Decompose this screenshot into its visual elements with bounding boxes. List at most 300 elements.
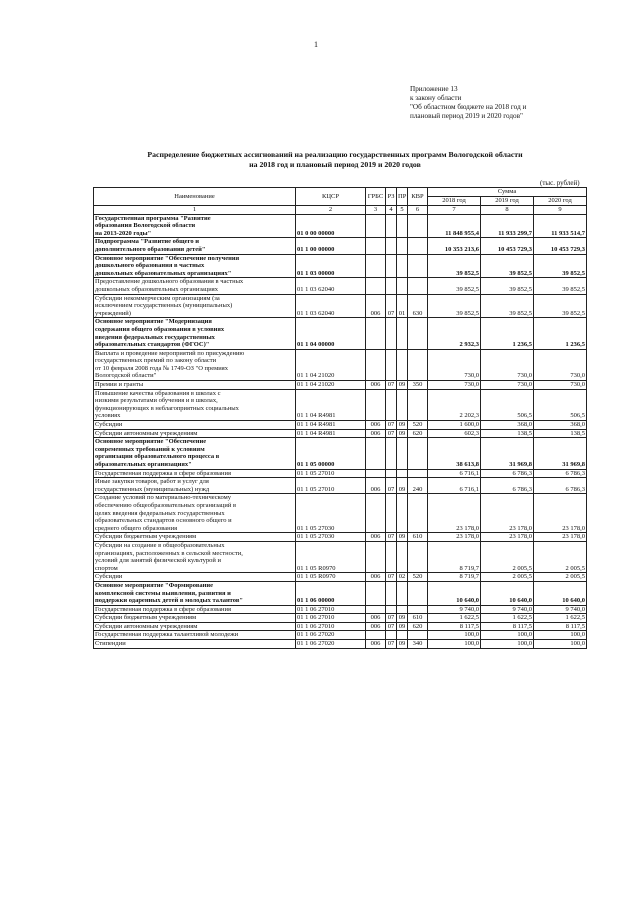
table-body	[94, 206, 587, 649]
cell-kvr	[408, 254, 428, 278]
row-name	[94, 318, 296, 349]
cell-kcsr: 01 1 06 27010	[296, 605, 366, 614]
table-row	[94, 573, 587, 582]
cell-pr	[397, 214, 408, 238]
cell-rz	[386, 238, 397, 254]
row-name-line: Создание условий по материально-техническому	[95, 494, 231, 502]
cell-grbs: 006	[366, 533, 386, 542]
row-name-line: Государственная поддержка талантливой молодежи	[95, 631, 239, 639]
table-row	[94, 254, 587, 278]
table-row	[94, 469, 587, 478]
cell-kvr: 620	[408, 622, 428, 631]
cell-kcsr: 01 1 04 21020	[296, 381, 366, 390]
row-name	[94, 381, 296, 390]
cell-y2020: 31 969,8	[534, 438, 587, 469]
row-name-line: образовательных стандартов основного общего и	[95, 517, 232, 525]
cell-kcsr: 01 1 06 27010	[296, 614, 366, 623]
row-name-line: Субсидии	[95, 421, 123, 429]
cell-y2020: 1 622,5	[534, 614, 587, 623]
cell-kvr	[408, 278, 428, 294]
row-name-line: организациях, расположенных в сельской местности,	[95, 549, 243, 557]
row-name-line: Подпрограмма "Развитие общего и	[95, 238, 199, 246]
cell-y2018: 8 719,7	[428, 541, 481, 572]
cell-grbs	[366, 438, 386, 469]
cell-rz	[386, 541, 397, 572]
cell-y2018: 23 178,0	[428, 533, 481, 542]
table-row	[94, 478, 587, 494]
cell-y2020: 1 236,5	[534, 318, 587, 349]
row-name-line: целях введения федеральных государственных	[95, 509, 225, 517]
cell-y2018: 9 740,0	[428, 605, 481, 614]
cell-y2018: 1 600,0	[428, 421, 481, 430]
row-name-line: современных требований к условиям	[95, 445, 205, 453]
table-header	[94, 188, 587, 206]
row-name-line: Выплата и проведение мероприятий по присуждению	[95, 349, 245, 357]
cell-y2019: 6 786,3	[481, 469, 534, 478]
cell-pr	[397, 254, 408, 278]
cell-y2018: 602,3	[428, 429, 481, 438]
cell-y2019: 730,0	[481, 381, 534, 390]
header-rz: РЗ	[386, 188, 397, 206]
table-row	[94, 605, 587, 614]
cell-grbs: 006	[366, 429, 386, 438]
document-title	[95, 150, 575, 170]
annex-header	[410, 85, 526, 121]
cell-kcsr: 01 1 03 62040	[296, 294, 366, 318]
cell-y2019: 8 117,5	[481, 622, 534, 631]
cell-rz: 07	[386, 381, 397, 390]
row-name-line: Субсидии	[95, 573, 123, 581]
cell-pr	[397, 438, 408, 469]
cell-kcsr: 01 1 04 00000	[296, 318, 366, 349]
row-name	[94, 478, 296, 494]
cell-kcsr: 01 1 05 27030	[296, 494, 366, 533]
annex-line: к закону области	[410, 94, 462, 102]
cell-pr	[397, 469, 408, 478]
row-name-line: государственных (муниципальных) нужд	[95, 485, 210, 493]
cell-y2018: 100,0	[428, 640, 481, 649]
cell-rz	[386, 214, 397, 238]
cell-y2019: 100,0	[481, 631, 534, 640]
cell-y2019: 39 852,5	[481, 254, 534, 278]
row-name-line: организации образовательного процесса в	[95, 453, 220, 461]
cell-y2019: 6 786,3	[481, 478, 534, 494]
row-name-line: Государственная поддержка в сфере образования	[95, 605, 231, 613]
header-year-2018: 2018 год	[428, 197, 481, 206]
cell-kcsr: 01 1 05 R0970	[296, 573, 366, 582]
header-pr: ПР	[397, 188, 408, 206]
cell-grbs	[366, 581, 386, 605]
cell-y2019: 1 622,5	[481, 614, 534, 623]
row-name-line: Субсидии бюджетным учреждениям	[95, 533, 197, 541]
cell-y2019: 11 933 299,7	[481, 214, 534, 238]
column-number: 1	[94, 206, 296, 215]
row-name	[94, 494, 296, 533]
row-name-line: Премии и гранты	[95, 381, 144, 389]
cell-grbs	[366, 605, 386, 614]
cell-rz: 07	[386, 573, 397, 582]
column-number: 2	[296, 206, 366, 215]
cell-rz	[386, 469, 397, 478]
header-name: Наименование	[94, 188, 296, 206]
cell-pr: 01	[397, 294, 408, 318]
cell-kcsr: 01 0 00 00000	[296, 214, 366, 238]
column-number: 7	[428, 206, 481, 215]
row-name-line: учреждений)	[95, 309, 131, 317]
cell-y2018: 23 178,0	[428, 494, 481, 533]
row-name-line: Субсидии бюджетным учреждениям	[95, 614, 197, 622]
cell-kvr	[408, 214, 428, 238]
cell-grbs	[366, 214, 386, 238]
cell-y2020: 2 005,5	[534, 573, 587, 582]
column-number: 8	[481, 206, 534, 215]
cell-rz: 07	[386, 421, 397, 430]
row-name-line: Основное мероприятие "Модернизация	[95, 318, 212, 326]
cell-kvr	[408, 469, 428, 478]
cell-grbs	[366, 631, 386, 640]
cell-y2019: 730,0	[481, 349, 534, 380]
cell-kvr	[408, 494, 428, 533]
cell-y2018: 2 202,3	[428, 389, 481, 420]
cell-y2019: 138,5	[481, 429, 534, 438]
row-name	[94, 640, 296, 649]
cell-kcsr: 01 1 05 00000	[296, 438, 366, 469]
cell-pr	[397, 389, 408, 420]
row-name-line: дошкольного образования в частных	[95, 262, 205, 270]
cell-grbs: 006	[366, 478, 386, 494]
cell-kvr: 340	[408, 640, 428, 649]
row-name-line: Предоставление дошкольного образования в частных	[95, 278, 244, 286]
table-row	[94, 438, 587, 469]
row-name-line: Государственная поддержка в сфере образования	[95, 469, 231, 477]
row-name-line: поддержки одаренных детей в молодых талантов"	[95, 597, 243, 605]
cell-kcsr: 01 1 05 27010	[296, 469, 366, 478]
cell-rz: 07	[386, 294, 397, 318]
column-number: 3	[366, 206, 386, 215]
cell-y2020: 9 740,0	[534, 605, 587, 614]
cell-y2020: 23 178,0	[534, 494, 587, 533]
cell-y2020: 730,0	[534, 349, 587, 380]
cell-pr	[397, 349, 408, 380]
table-row	[94, 278, 587, 294]
cell-pr: 09	[397, 622, 408, 631]
cell-pr: 09	[397, 478, 408, 494]
cell-kvr	[408, 438, 428, 469]
cell-y2018: 10 640,0	[428, 581, 481, 605]
table-row	[94, 214, 587, 238]
row-name-line: Основное мероприятие "Формирование	[95, 581, 214, 589]
cell-kvr: 240	[408, 478, 428, 494]
cell-y2020: 100,0	[534, 640, 587, 649]
annex-line: плановый период 2019 и 2020 годов"	[410, 112, 523, 120]
table-row	[94, 541, 587, 572]
cell-y2018: 38 613,8	[428, 438, 481, 469]
cell-y2018: 730,0	[428, 349, 481, 380]
cell-y2018: 39 852,5	[428, 278, 481, 294]
table-row	[94, 494, 587, 533]
column-number-row	[94, 206, 587, 215]
row-name	[94, 581, 296, 605]
table-row	[94, 614, 587, 623]
cell-pr	[397, 238, 408, 254]
cell-rz: 07	[386, 533, 397, 542]
cell-grbs	[366, 469, 386, 478]
cell-y2020: 6 786,3	[534, 469, 587, 478]
cell-rz: 07	[386, 614, 397, 623]
row-name-line: на 2013-2020 годы"	[95, 229, 152, 237]
cell-kcsr: 01 1 04 R4981	[296, 429, 366, 438]
cell-kcsr: 01 1 00 00000	[296, 238, 366, 254]
row-name	[94, 469, 296, 478]
row-name	[94, 438, 296, 469]
cell-kcsr: 01 1 04 R4981	[296, 421, 366, 430]
cell-kcsr: 01 1 06 27010	[296, 622, 366, 631]
cell-y2020: 6 786,3	[534, 478, 587, 494]
cell-kvr	[408, 349, 428, 380]
cell-y2020: 8 117,5	[534, 622, 587, 631]
row-name-line: низкими результатами обучения и в школах,	[95, 397, 218, 405]
row-name-line: введения федеральных государственных	[95, 333, 215, 341]
cell-y2018: 10 353 213,6	[428, 238, 481, 254]
row-name-line: исключением государственных (муниципальных)	[95, 302, 233, 310]
table-row	[94, 429, 587, 438]
cell-rz	[386, 318, 397, 349]
cell-grbs	[366, 318, 386, 349]
page-number: 1	[314, 40, 318, 49]
cell-pr: 09	[397, 614, 408, 623]
cell-y2020: 730,0	[534, 381, 587, 390]
cell-rz: 07	[386, 478, 397, 494]
row-name-line: Субсидии автономным учреждениям	[95, 429, 198, 437]
cell-y2019: 10 453 729,3	[481, 238, 534, 254]
row-name	[94, 622, 296, 631]
row-name-line: Основное мероприятие "Обеспечение	[95, 438, 207, 446]
row-name-line: Субсидии автономным учреждениям	[95, 622, 198, 630]
cell-kvr: 630	[408, 294, 428, 318]
cell-y2020: 11 933 514,7	[534, 214, 587, 238]
cell-kcsr: 01 1 05 R0970	[296, 541, 366, 572]
cell-pr	[397, 541, 408, 572]
cell-grbs	[366, 389, 386, 420]
cell-kvr	[408, 631, 428, 640]
cell-y2018: 730,0	[428, 381, 481, 390]
row-name-line: образования Вологодской области	[95, 222, 196, 230]
header-year-2020: 2020 год	[534, 197, 587, 206]
header-kvr: КВР	[408, 188, 428, 206]
cell-y2020: 138,5	[534, 429, 587, 438]
table-row	[94, 581, 587, 605]
column-number: 5	[397, 206, 408, 215]
budget-table	[93, 187, 587, 649]
cell-kvr: 350	[408, 381, 428, 390]
cell-rz	[386, 389, 397, 420]
row-name	[94, 421, 296, 430]
cell-y2020: 2 005,5	[534, 541, 587, 572]
table-row	[94, 640, 587, 649]
column-number: 4	[386, 206, 397, 215]
table-row	[94, 389, 587, 420]
cell-y2019: 1 236,5	[481, 318, 534, 349]
row-name	[94, 614, 296, 623]
table-row	[94, 421, 587, 430]
cell-y2018: 1 622,5	[428, 614, 481, 623]
row-name	[94, 254, 296, 278]
cell-rz	[386, 605, 397, 614]
row-name-line: Субсидии на создание в общеобразовательных	[95, 541, 225, 549]
cell-pr	[397, 581, 408, 605]
cell-pr	[397, 494, 408, 533]
cell-kcsr: 01 1 03 62040	[296, 278, 366, 294]
annex-line: "Об областном бюджете на 2018 год и	[410, 103, 527, 111]
row-name	[94, 429, 296, 438]
cell-grbs: 006	[366, 421, 386, 430]
cell-kcsr: 01 1 04 21020	[296, 349, 366, 380]
header-sum: Сумма	[428, 188, 587, 197]
cell-kvr: 620	[408, 429, 428, 438]
units-label: (тыс. рублей)	[540, 179, 580, 187]
cell-rz	[386, 494, 397, 533]
cell-kvr: 610	[408, 533, 428, 542]
cell-y2019: 2 005,5	[481, 541, 534, 572]
cell-y2020: 368,0	[534, 421, 587, 430]
cell-kcsr: 01 1 05 27010	[296, 478, 366, 494]
cell-grbs: 006	[366, 381, 386, 390]
cell-y2020: 23 178,0	[534, 533, 587, 542]
row-name-line: Повышение качества образования в школах с	[95, 389, 221, 397]
annex-line: Приложение 13	[410, 85, 458, 93]
cell-pr: 02	[397, 573, 408, 582]
cell-y2020: 10 453 729,3	[534, 238, 587, 254]
cell-y2018: 8 719,7	[428, 573, 481, 582]
cell-kvr: 520	[408, 421, 428, 430]
cell-rz	[386, 631, 397, 640]
cell-pr	[397, 605, 408, 614]
row-name-line: Вологодской области"	[95, 372, 157, 380]
cell-kvr	[408, 389, 428, 420]
cell-y2020: 39 852,5	[534, 254, 587, 278]
cell-pr: 09	[397, 421, 408, 430]
cell-kvr	[408, 605, 428, 614]
cell-kvr	[408, 238, 428, 254]
cell-grbs	[366, 494, 386, 533]
row-name-line: дополнительного образования детей"	[95, 245, 206, 253]
cell-rz: 07	[386, 622, 397, 631]
cell-rz	[386, 581, 397, 605]
cell-rz: 07	[386, 429, 397, 438]
row-name	[94, 238, 296, 254]
cell-kcsr: 01 1 05 27030	[296, 533, 366, 542]
cell-y2019: 9 740,0	[481, 605, 534, 614]
cell-y2019: 506,5	[481, 389, 534, 420]
cell-y2018: 39 852,5	[428, 254, 481, 278]
cell-kvr: 610	[408, 614, 428, 623]
cell-kvr	[408, 581, 428, 605]
cell-grbs: 006	[366, 622, 386, 631]
cell-y2019: 31 969,8	[481, 438, 534, 469]
row-name-line: образовательных организациях"	[95, 461, 192, 468]
cell-y2018: 6 716,1	[428, 469, 481, 478]
cell-y2019: 39 852,5	[481, 278, 534, 294]
cell-grbs: 006	[366, 573, 386, 582]
row-name-line: образовательных стандартов (ФГОС)"	[95, 341, 210, 349]
cell-kvr	[408, 541, 428, 572]
table-row	[94, 533, 587, 542]
cell-kcsr: 01 1 04 R4981	[296, 389, 366, 420]
cell-grbs	[366, 238, 386, 254]
cell-pr	[397, 318, 408, 349]
row-name	[94, 389, 296, 420]
row-name-line: комплексной системы выявления, развития и	[95, 589, 231, 597]
cell-grbs: 006	[366, 294, 386, 318]
cell-y2018: 100,0	[428, 631, 481, 640]
cell-y2018: 39 852,5	[428, 294, 481, 318]
row-name	[94, 573, 296, 582]
cell-rz	[386, 254, 397, 278]
row-name	[94, 294, 296, 318]
header-grbs: ГРБС	[366, 188, 386, 206]
cell-kvr	[408, 318, 428, 349]
column-number: 6	[408, 206, 428, 215]
cell-pr: 09	[397, 533, 408, 542]
cell-y2020: 10 640,0	[534, 581, 587, 605]
row-name-line: дошкольных образовательных организациях"	[95, 269, 232, 277]
cell-grbs: 006	[366, 614, 386, 623]
row-name-line: государственных премий по закону области	[95, 357, 217, 365]
cell-rz	[386, 349, 397, 380]
cell-y2018: 2 932,3	[428, 318, 481, 349]
row-name-line: содержания общего образования в условиях	[95, 325, 225, 333]
cell-rz	[386, 278, 397, 294]
cell-pr: 09	[397, 381, 408, 390]
cell-y2018: 11 848 955,4	[428, 214, 481, 238]
row-name-line: условиях	[95, 412, 121, 420]
header-year-2019: 2019 год	[481, 197, 534, 206]
cell-y2019: 100,0	[481, 640, 534, 649]
column-number: 9	[534, 206, 587, 215]
row-name	[94, 214, 296, 238]
cell-grbs	[366, 349, 386, 380]
table-row	[94, 381, 587, 390]
cell-y2019: 10 640,0	[481, 581, 534, 605]
table-row	[94, 631, 587, 640]
cell-y2018: 8 117,5	[428, 622, 481, 631]
row-name-line: Стипендии	[95, 640, 126, 648]
cell-y2019: 39 852,5	[481, 294, 534, 318]
cell-rz	[386, 438, 397, 469]
cell-kcsr: 01 1 06 27020	[296, 631, 366, 640]
table-row	[94, 349, 587, 380]
row-name	[94, 349, 296, 380]
cell-y2018: 6 716,1	[428, 478, 481, 494]
cell-kvr: 520	[408, 573, 428, 582]
cell-y2020: 39 852,5	[534, 278, 587, 294]
row-name-line: Субсидии некоммерческим организациям (за	[95, 294, 220, 302]
cell-kcsr: 01 1 06 00000	[296, 581, 366, 605]
row-name-line: от 10 февраля 2008 года № 1749-ОЗ "О премиях	[95, 364, 228, 372]
cell-y2020: 100,0	[534, 631, 587, 640]
cell-pr	[397, 278, 408, 294]
cell-pr: 09	[397, 429, 408, 438]
cell-y2020: 39 852,5	[534, 294, 587, 318]
row-name-line: среднего общего образования	[95, 524, 178, 532]
row-name-line: функционирующих в неблагоприятных социальных	[95, 404, 239, 412]
cell-y2019: 368,0	[481, 421, 534, 430]
cell-y2019: 23 178,0	[481, 494, 534, 533]
cell-pr: 09	[397, 640, 408, 649]
cell-pr	[397, 631, 408, 640]
table-row	[94, 294, 587, 318]
cell-grbs	[366, 278, 386, 294]
